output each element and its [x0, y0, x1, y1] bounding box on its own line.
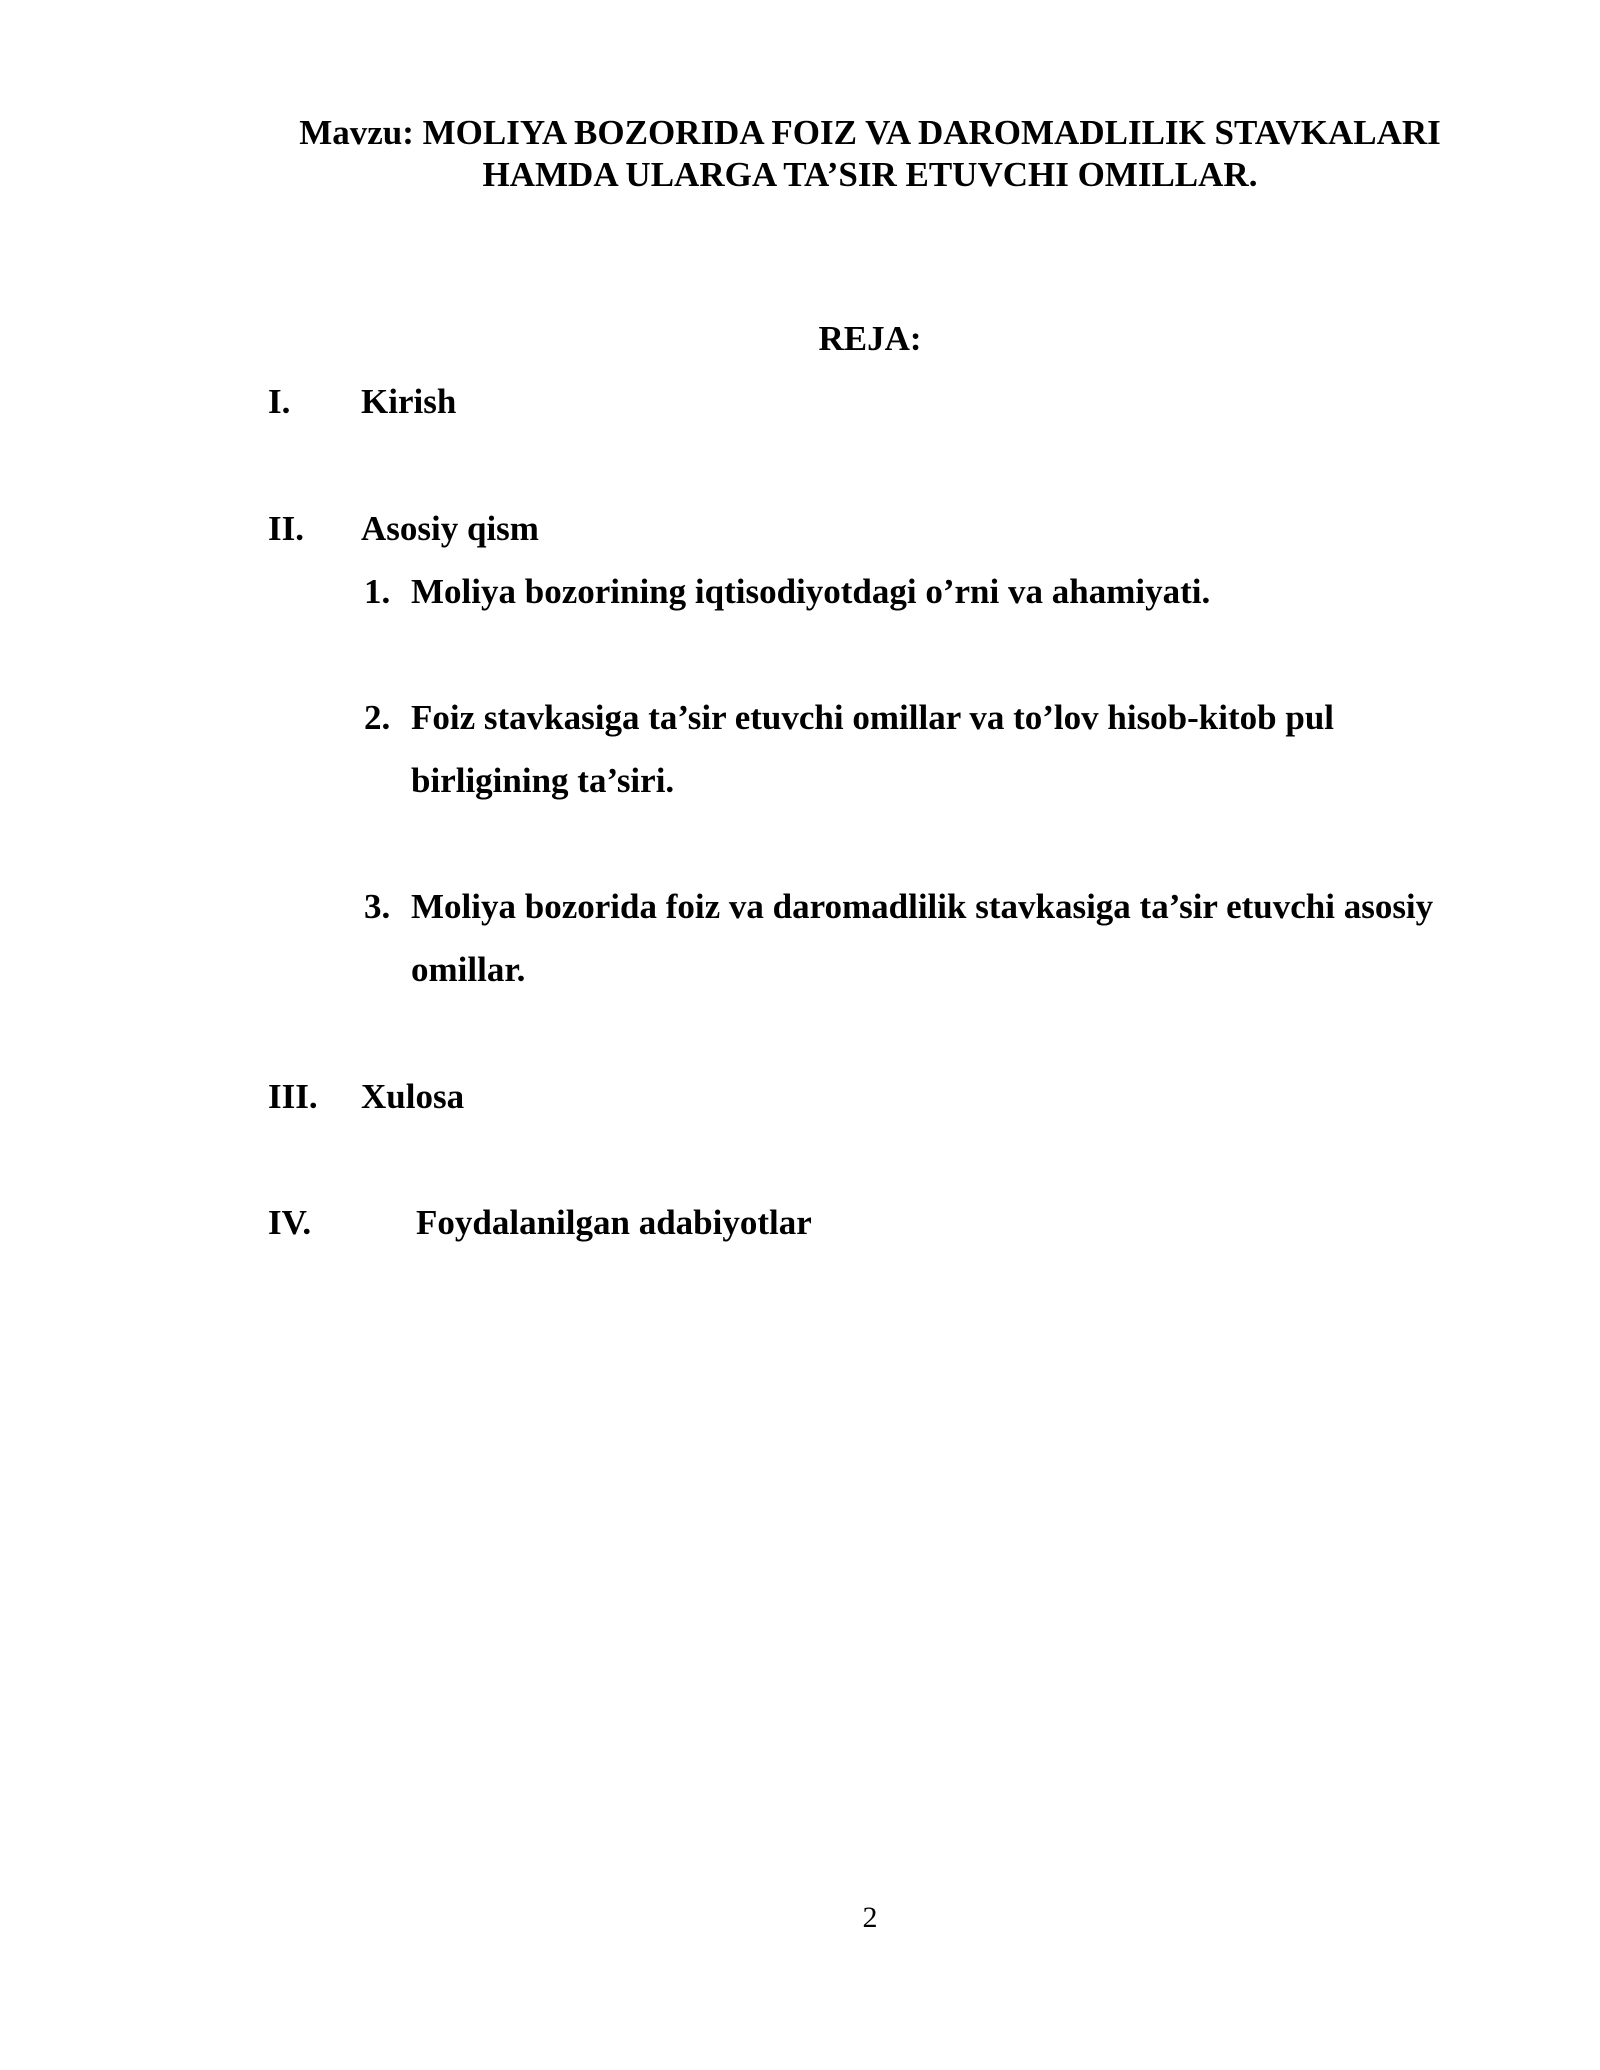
plan-heading: REJA: [818, 319, 922, 358]
document-title [230, 112, 1510, 196]
subsection-text-1: Moliya bozorining iqtisodiyotdagi o’rni va ahamiyati. [411, 572, 1211, 611]
subsection-text-2: Foiz stavkasiga ta’sir etuvchi omillar va to’lov hisob-kitob pul birligining ta’siri. [411, 698, 1335, 800]
subsection-number-2: 2. [364, 698, 391, 737]
subsection-number-1: 1. [364, 572, 391, 611]
section-numeral-3: III. [268, 1077, 318, 1116]
section-numeral-2: II. [268, 509, 304, 548]
section-numeral-1: I. [268, 382, 291, 421]
subsection-number-3: 3. [364, 887, 391, 926]
title-line-2: HAMDA ULARGA TA’SIR ETUVCHI OMILLAR. [482, 155, 1258, 194]
section-numeral-4: IV. [268, 1203, 312, 1242]
section-label-main-part: Asosiy qism [361, 509, 539, 548]
title-line-1: Mavzu: MOLIYA BOZORIDA FOIZ VA DAROMADLILIK STAVKALARI [299, 113, 1441, 152]
page-number: 2 [862, 1901, 878, 1934]
section-label-introduction: Kirish [361, 382, 457, 421]
section-label-conclusion: Xulosa [361, 1077, 465, 1116]
section-label-references: Foydalanilgan adabiyotlar [416, 1203, 812, 1242]
subsection-text-3: Moliya bozorida foiz va daromadlilik stavkasiga ta’sir etuvchi asosiy omillar. [411, 887, 1434, 989]
